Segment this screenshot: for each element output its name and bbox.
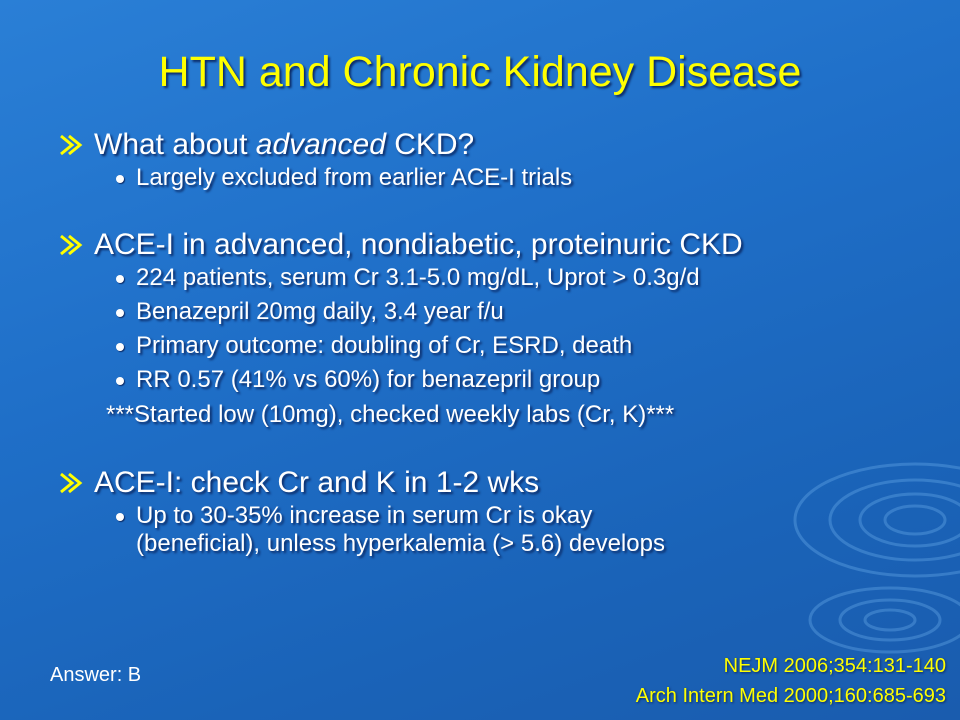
sub-bullet-text: Largely excluded from earlier ACE-I trials [136,164,573,191]
reference-arch-intern-med: Arch Intern Med 2000;160:685-693 [635,685,946,707]
sub-bullet-text: 224 patients, serum Cr 3.1-5.0 mg/dL, Uprot > 0.3g/d [136,264,700,291]
round-bullet-icon [116,377,124,385]
sub-bullet [58,502,938,530]
section-heading-advanced-ckd [58,126,938,164]
sub-bullet-text: (beneficial), unless hyperkalemia (> 5.6) develops [136,530,665,557]
sub-bullet-text: Up to 30-35% increase in serum Cr is okay [136,502,593,529]
answer-label: Answer: B [50,664,142,686]
sub-bullet [58,264,938,292]
section-heading-ace-i-check [58,464,938,502]
round-bullet-icon [116,175,124,183]
round-bullet-icon [116,309,124,317]
sub-bullet [58,366,938,394]
sub-bullet-continuation [58,530,938,558]
slide-title: HTN and Chronic Kidney Disease [158,48,802,96]
heading-text: What about [94,128,256,161]
section-heading-ace-i-advanced [58,226,938,264]
bullet-list [58,126,938,558]
arrow-bullet-icon [58,466,84,500]
arrow-bullet-icon [58,228,84,262]
round-bullet-icon [116,275,124,283]
reference-nejm: NEJM 2006;354:131-140 [723,655,946,677]
sub-bullet [58,298,938,326]
emphasis-note: ***Started low (10mg), checked weekly labs (Cr, K)*** [106,401,675,428]
sub-bullet-text: Benazepril 20mg daily, 3.4 year f/u [136,298,504,325]
heading-text: ACE-I in advanced, nondiabetic, proteinuric CKD [94,228,743,261]
round-bullet-icon [116,513,124,521]
sub-bullet [58,164,938,192]
heading-emphasis: advanced [255,128,386,161]
sub-bullet-text: RR 0.57 (41% vs 60%) for benazepril group [136,366,601,393]
sub-bullet [58,332,938,360]
sub-bullet-text: Primary outcome: doubling of Cr, ESRD, death [136,332,633,359]
arrow-bullet-icon [58,128,84,162]
round-bullet-icon [116,343,124,351]
heading-text-end: CKD? [385,128,475,161]
heading-text: ACE-I: check Cr and K in 1-2 wks [94,466,540,499]
references [636,651,946,711]
